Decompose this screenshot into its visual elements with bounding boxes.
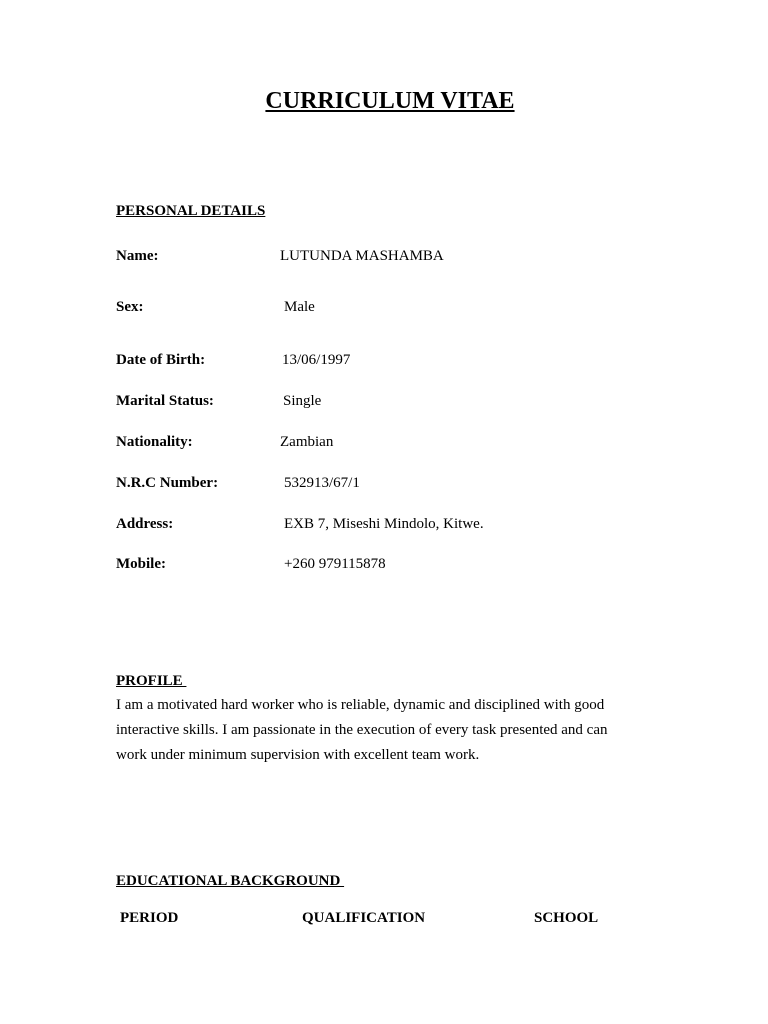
detail-value: Single — [283, 393, 322, 409]
detail-row-marital-status — [116, 392, 676, 410]
detail-value: 13/06/1997 — [282, 352, 351, 368]
detail-row-nrc-number — [116, 474, 676, 492]
detail-value: Male — [284, 299, 315, 315]
detail-row-nationality — [116, 433, 676, 451]
detail-label: Name: — [116, 248, 159, 264]
detail-value: LUTUNDA MASHAMBA — [280, 248, 444, 264]
detail-value: 532913/67/1 — [284, 475, 360, 491]
education-heading: EDUCATIONAL BACKGROUND — [116, 873, 345, 889]
detail-row-mobile — [116, 555, 676, 573]
detail-row-sex — [116, 298, 676, 316]
detail-label: Nationality: — [116, 434, 193, 450]
detail-row-date-of-birth — [116, 351, 676, 369]
profile-line: I am a motivated hard worker who is reliable, dynamic and disciplined with good — [116, 697, 605, 713]
detail-label: Mobile: — [116, 556, 166, 572]
detail-label: Date of Birth: — [116, 352, 206, 368]
personal-details-heading: PERSONAL DETAILS — [116, 203, 266, 219]
detail-label: N.R.C Number: — [116, 475, 219, 491]
detail-value: Zambian — [280, 434, 334, 450]
detail-row-address — [116, 515, 676, 533]
profile-line: work under minimum supervision with excellent team work. — [116, 747, 480, 763]
detail-label: Marital Status: — [116, 393, 214, 409]
profile-paragraph — [116, 693, 636, 768]
detail-label: Sex: — [116, 299, 144, 315]
profile-line: interactive skills. I am passionate in the execution of every task presented and can — [116, 722, 608, 738]
detail-value: EXB 7, Miseshi Mindolo, Kitwe. — [284, 516, 484, 532]
column-header-qualification: QUALIFICATION — [302, 910, 426, 926]
document-title: CURRICULUM VITAE — [265, 88, 515, 114]
column-header-school: SCHOOL — [534, 910, 599, 926]
detail-row-name — [116, 247, 676, 265]
detail-label: Address: — [116, 516, 174, 532]
column-header-period: PERIOD — [120, 910, 179, 926]
detail-value: +260 979115878 — [284, 556, 386, 572]
profile-heading: PROFILE — [116, 673, 187, 689]
